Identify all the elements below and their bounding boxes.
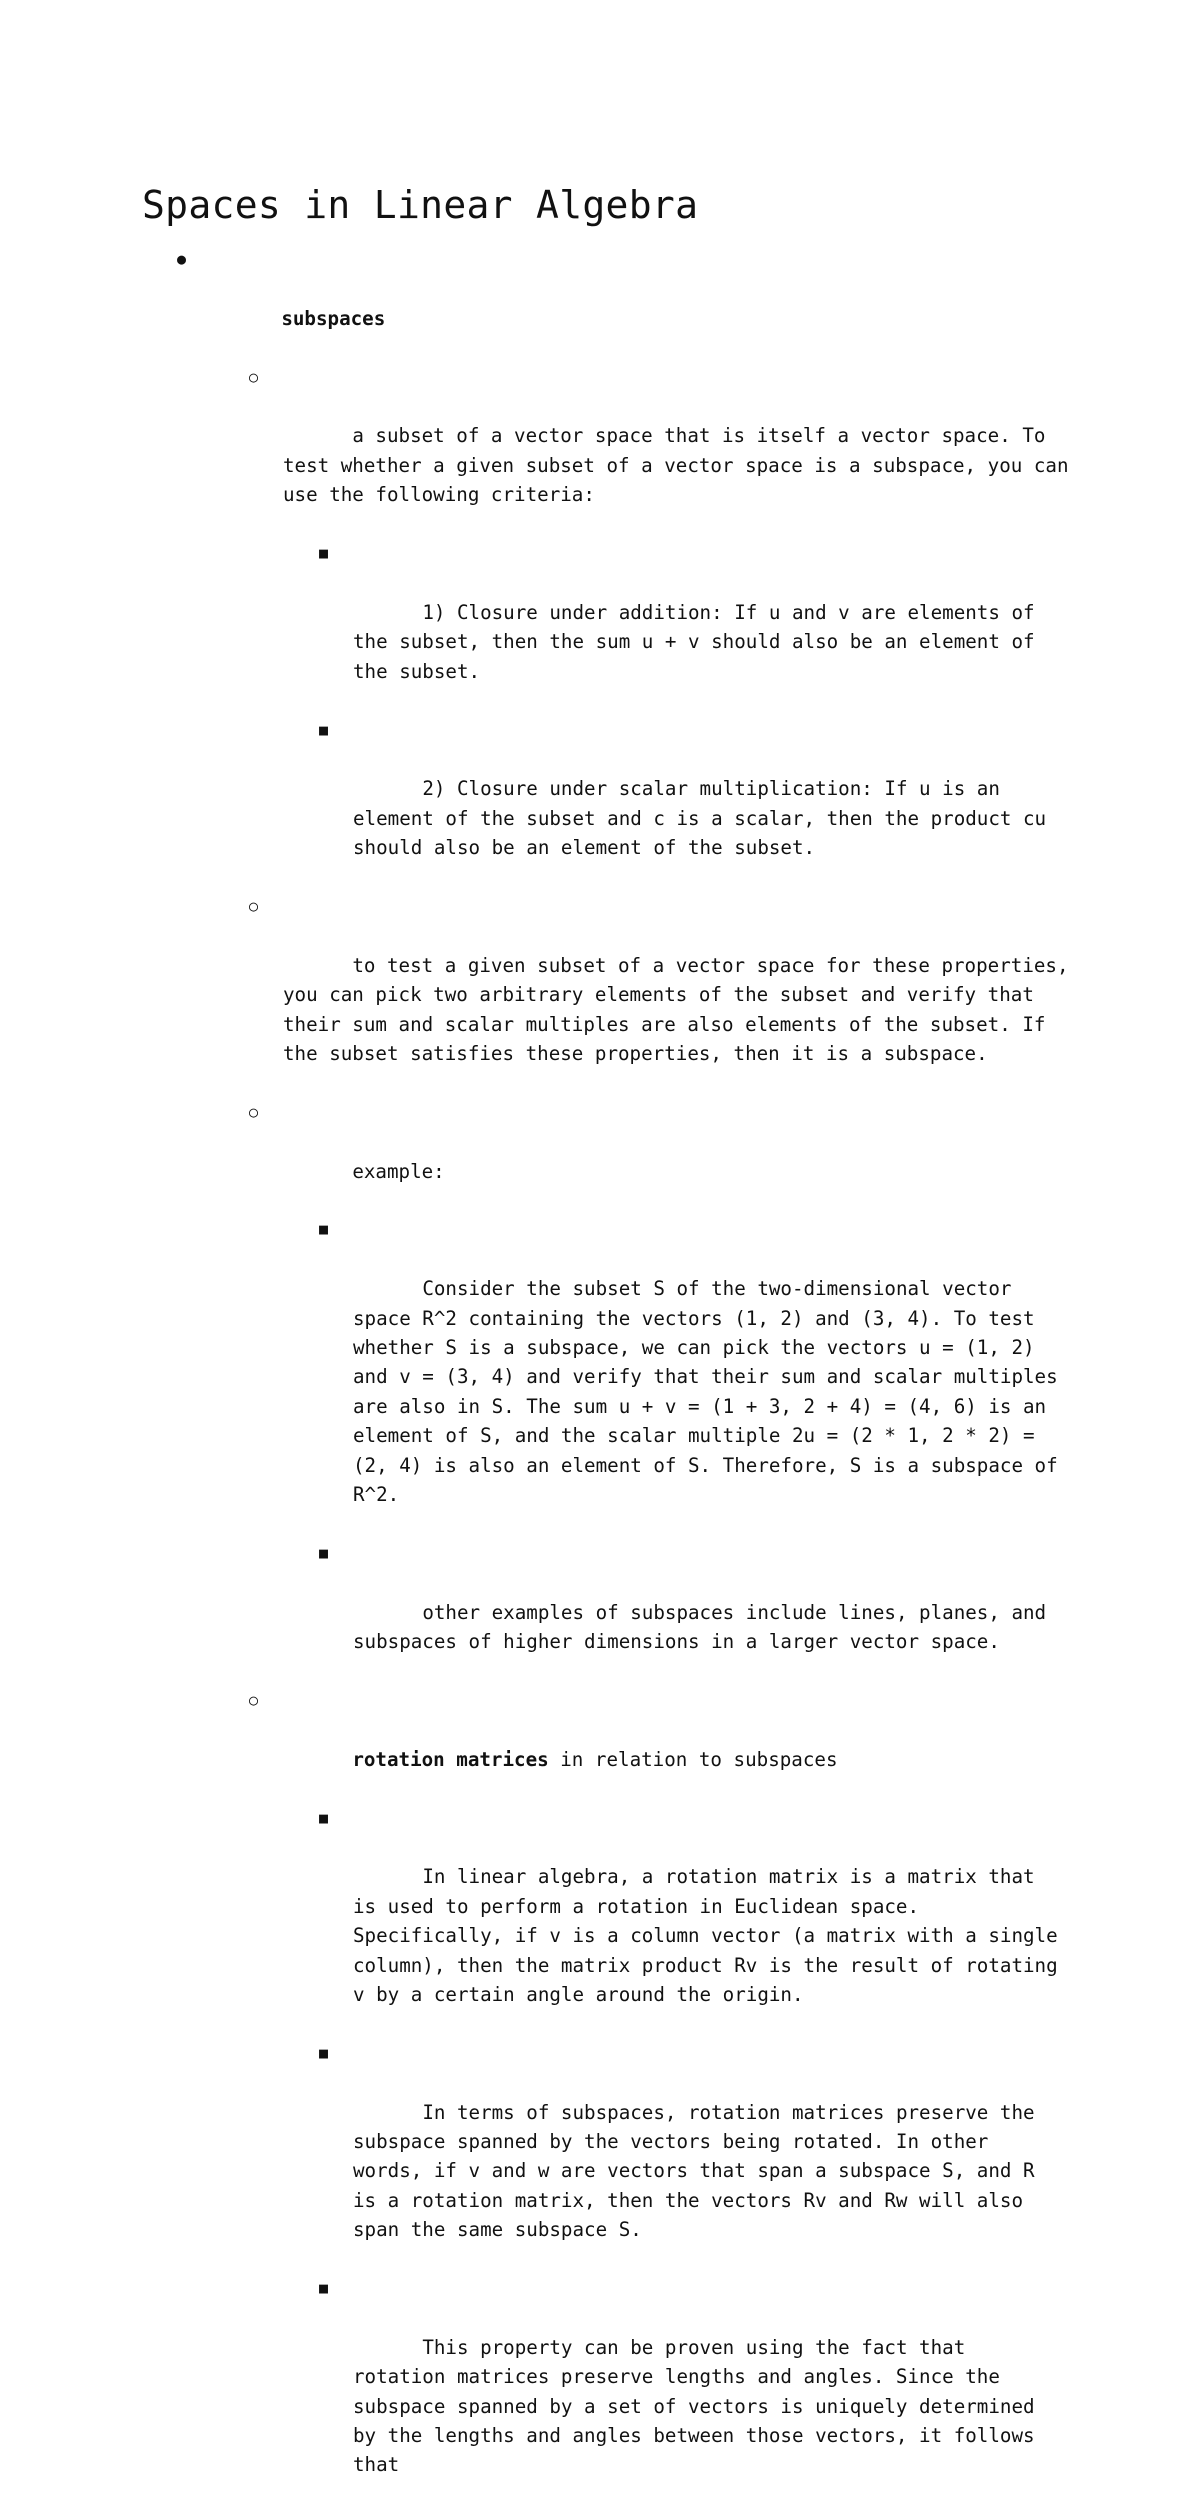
list-item-rotation-1 [319, 1804, 1070, 2039]
example-label: example: [352, 1159, 445, 1183]
hollow-circle-bullet-icon: ○ [249, 896, 259, 915]
list-item-definition [249, 363, 1081, 539]
hollow-circle-bullet-icon: ○ [249, 1102, 259, 1121]
test-method-text: to test a given subset of a vector space for these properties, you can pick two arbitrary elements of the subset and verify that their sum and scalar multiples are also elements of the subset. If the subset satisfies these properties, then it is a subspace. [283, 953, 1081, 1065]
square-bullet-icon: ■ [319, 544, 329, 563]
definition-text: a subset of a vector space that is itself a vector space. To test whether a given subset of a vector space is a subspace, you can use the following criteria: [283, 424, 1081, 507]
square-bullet-icon: ■ [319, 1220, 329, 1239]
list-item-example-2 [319, 1539, 1063, 1686]
list-item-example-1 [319, 1215, 1070, 1538]
square-bullet-icon: ■ [319, 720, 329, 739]
list-item-rotation-3 [319, 2274, 1063, 2509]
criterion-1-text: 1) Closure under addition: If u and v are elements of the subset, then the sum u + v should also be an element of the subset. [353, 600, 1047, 683]
list-item-example [249, 1098, 1073, 1216]
document-body [0, 245, 1200, 2509]
hollow-circle-bullet-icon: ○ [249, 1690, 259, 1709]
criterion-2-text: 2) Closure under scalar multiplication: If u is an element of the subset and c is a scalar, then the product cu should also be an element of the subset. [353, 777, 1058, 860]
example-1-text: Consider the subset S of the two-dimensional vector space R^2 containing the vectors (1, 2) and (3, 4). To test whether S is a subspace, we can pick the vectors u = (1, 2) and v = (3, 4) and verify that their sum and scalar multiples are also in S. The sum u + v = (1 + 3, 2 + 4) = (4, 6) is an element of S, and the scalar multiple 2u = (2 * 1, 2 * 2) = (2, 4) is also an element of S. Therefore, S is a subspace of R^2. [353, 1277, 1070, 1507]
list-item-subspaces [177, 245, 1072, 363]
list-item-criterion-1 [319, 539, 1063, 715]
square-bullet-icon: ■ [319, 1808, 329, 1827]
square-bullet-icon: ■ [319, 2043, 329, 2062]
list-item-test-method [249, 892, 1081, 1098]
rotation-heading-rest: in relation to subspaces [548, 1747, 838, 1771]
rotation-3-text: This property can be proven using the fact that rotation matrices preserve lengths and angles. Since the subspace spanned by a set of vectors is uniquely determined by the lengths and angles between those vectors, it follows that [353, 2335, 1047, 2477]
list-item-rotation-2 [319, 2039, 1063, 2274]
square-bullet-icon: ■ [319, 2279, 329, 2298]
subspaces-heading: subspaces [281, 306, 386, 330]
list-item-rotation-matrices [249, 1686, 1073, 1804]
rotation-2-text: In terms of subspaces, rotation matrices preserve the subspace spanned by the vectors being rotated. In other words, if v and w are vectors that span a subspace S, and R is a rotation matrix, then the vectors Rv and Rw will also span the same subspace S. [353, 2100, 1047, 2242]
square-bullet-icon: ■ [319, 1543, 329, 1562]
rotation-1-text: In linear algebra, a rotation matrix is a matrix that is used to perform a rotation in Euclidean space. Specifically, if v is a column vector (a matrix with a single column), then the matrix product Rv is the result of rotating v by a certain angle around the origin. [353, 1865, 1070, 2006]
rotation-heading-bold: rotation matrices [352, 1747, 549, 1771]
page-title: Spaces in Linear Algebra [142, 183, 699, 227]
filled-circle-bullet-icon: ● [177, 250, 187, 268]
list-item-criterion-2 [319, 716, 1063, 892]
example-2-text: other examples of subspaces include lines, planes, and subspaces of higher dimensions in a larger vector space. [353, 1600, 1058, 1654]
hollow-circle-bullet-icon: ○ [249, 367, 259, 386]
